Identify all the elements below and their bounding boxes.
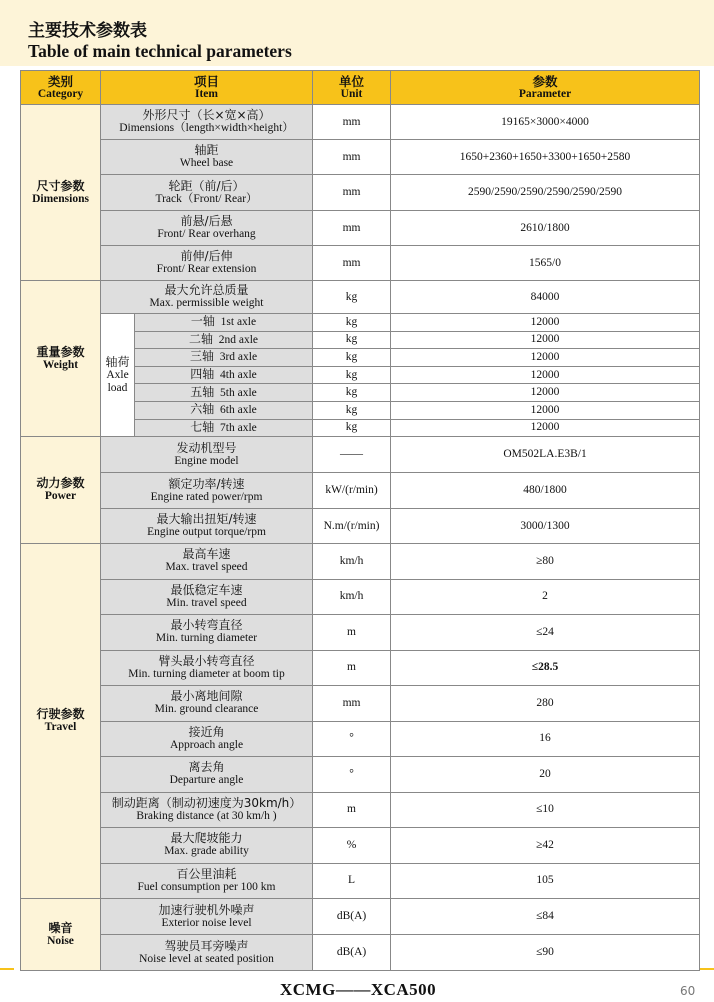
footer-rule-left xyxy=(0,968,14,970)
table-row xyxy=(21,509,700,544)
item-cell: 发动机型号 Engine model xyxy=(101,437,313,473)
value-cell: ≥80 xyxy=(391,544,700,580)
table-row xyxy=(21,544,700,580)
unit-cell: N.m/(r/min) xyxy=(313,509,391,544)
value-cell: ≤28.5 xyxy=(391,650,700,686)
item-cell: 最小离地间隙 Min. ground clearance xyxy=(101,686,313,722)
value-cell: ≤24 xyxy=(391,615,700,651)
unit-cell: kW/(r/min) xyxy=(313,473,391,509)
value-cell: 2610/1800 xyxy=(391,211,700,246)
item-cell: 制动距离（制动初速度为30km/h） Braking distance (at 30 km/h ) xyxy=(101,792,313,828)
axle-item: 四轴 4th axle xyxy=(135,366,313,384)
item-cell: 最大爬坡能力 Max. grade ability xyxy=(101,828,313,864)
item-cell: 接近角 Approach angle xyxy=(101,721,313,757)
item-cell: 外形尺寸（长×宽×高） Dimensions（length×width×height） xyxy=(101,105,313,140)
unit-cell: kg xyxy=(313,314,391,332)
value-cell: 12000 xyxy=(391,366,700,384)
unit-cell: km/h xyxy=(313,544,391,580)
unit-cell: mm xyxy=(313,686,391,722)
table-row xyxy=(21,314,700,332)
unit-cell: % xyxy=(313,828,391,864)
table-row xyxy=(21,721,700,757)
item-cell: 离去角 Departure angle xyxy=(101,757,313,793)
unit-cell: ° xyxy=(313,721,391,757)
value-cell: 84000 xyxy=(391,281,700,314)
unit-cell: kg xyxy=(313,419,391,437)
table-row xyxy=(21,650,700,686)
unit-cell: dB(A) xyxy=(313,935,391,971)
value-cell: ≤90 xyxy=(391,935,700,971)
item-cell: 百公里油耗 Fuel consumption per 100 km xyxy=(101,863,313,899)
unit-cell: mm xyxy=(313,246,391,281)
value-cell: 3000/1300 xyxy=(391,509,700,544)
table-row xyxy=(21,863,700,899)
category-weight: 重量参数 Weight xyxy=(21,281,101,437)
header-category: 类别 Category xyxy=(21,71,101,105)
value-cell: 105 xyxy=(391,863,700,899)
item-cell: 最小转弯直径 Min. turning diameter xyxy=(101,615,313,651)
unit-cell: mm xyxy=(313,140,391,175)
value-cell: 12000 xyxy=(391,331,700,349)
unit-cell: kg xyxy=(313,349,391,367)
item-cell: 最高车速 Max. travel speed xyxy=(101,544,313,580)
axle-item: 七轴 7th axle xyxy=(135,419,313,437)
table-row xyxy=(21,246,700,281)
axle-item: 六轴 6th axle xyxy=(135,401,313,419)
value-cell: 1650+2360+1650+3300+1650+2580 xyxy=(391,140,700,175)
category-power: 动力参数 Power xyxy=(21,437,101,544)
table-row xyxy=(21,828,700,864)
unit-cell: kg xyxy=(313,281,391,314)
table-row xyxy=(21,437,700,473)
item-cell: 加速行驶机外噪声 Exterior noise level xyxy=(101,899,313,935)
page-title-cn: 主要技术参数表 xyxy=(28,21,147,41)
value-cell: 12000 xyxy=(391,349,700,367)
unit-cell: kg xyxy=(313,366,391,384)
value-cell: 16 xyxy=(391,721,700,757)
table-row xyxy=(21,615,700,651)
unit-cell: m xyxy=(313,615,391,651)
footer-brand: XCMG——XCA500 xyxy=(280,980,437,999)
value-cell: 1565/0 xyxy=(391,246,700,281)
unit-cell: mm xyxy=(313,211,391,246)
table-row xyxy=(21,579,700,615)
header-item: 项目 Item xyxy=(101,71,313,105)
unit-cell: ° xyxy=(313,757,391,793)
value-cell: 2590/2590/2590/2590/2590/2590 xyxy=(391,175,700,211)
axle-item: 五轴 5th axle xyxy=(135,384,313,402)
value-cell: 12000 xyxy=(391,314,700,332)
category-dimensions: 尺寸参数 Dimensions xyxy=(21,105,101,281)
table-row xyxy=(21,281,700,314)
value-cell: 12000 xyxy=(391,384,700,402)
axle-item: 二轴 2nd axle xyxy=(135,331,313,349)
item-cell: 轮距（前/后） Track（Front/ Rear） xyxy=(101,175,313,211)
unit-cell: kg xyxy=(313,401,391,419)
value-cell: ≤84 xyxy=(391,899,700,935)
unit-cell: —— xyxy=(313,437,391,473)
category-noise: 噪音 Noise xyxy=(21,899,101,971)
table-row xyxy=(21,175,700,211)
page-title-en: Table of main technical parameters xyxy=(28,41,292,61)
value-cell: 280 xyxy=(391,686,700,722)
value-cell: ≥42 xyxy=(391,828,700,864)
header-unit: 单位 Unit xyxy=(313,71,391,105)
table-row xyxy=(21,792,700,828)
unit-cell: m xyxy=(313,650,391,686)
item-cell: 最大输出扭矩/转速 Engine output torque/rpm xyxy=(101,509,313,544)
value-cell: ≤10 xyxy=(391,792,700,828)
unit-cell: kg xyxy=(313,331,391,349)
unit-cell: mm xyxy=(313,105,391,140)
item-cell: 臂头最小转弯直径 Min. turning diameter at boom tip xyxy=(101,650,313,686)
table-row xyxy=(21,211,700,246)
item-cell: 轴距 Wheel base xyxy=(101,140,313,175)
value-cell: 480/1800 xyxy=(391,473,700,509)
axle-load-label: 轴荷 Axle load xyxy=(101,314,135,437)
category-travel: 行驶参数 Travel xyxy=(21,544,101,899)
table-row xyxy=(21,473,700,509)
value-cell: 20 xyxy=(391,757,700,793)
item-cell: 最大允许总质量 Max. permissible weight xyxy=(101,281,313,314)
item-cell: 额定功率/转速 Engine rated power/rpm xyxy=(101,473,313,509)
table-row xyxy=(21,686,700,722)
table-header-row xyxy=(21,71,700,105)
table-row xyxy=(21,140,700,175)
unit-cell: mm xyxy=(313,175,391,211)
value-cell: 12000 xyxy=(391,419,700,437)
item-cell: 前悬/后悬 Front/ Rear overhang xyxy=(101,211,313,246)
table-row xyxy=(21,105,700,140)
unit-cell: L xyxy=(313,863,391,899)
item-cell: 最低稳定车速 Min. travel speed xyxy=(101,579,313,615)
parameters-table xyxy=(20,70,700,971)
value-cell: 2 xyxy=(391,579,700,615)
item-cell: 前伸/后伸 Front/ Rear extension xyxy=(101,246,313,281)
page-number: 60 xyxy=(680,984,696,998)
footer-rule-right xyxy=(700,968,714,970)
table-row xyxy=(21,757,700,793)
unit-cell: dB(A) xyxy=(313,899,391,935)
axle-item: 一轴 1st axle xyxy=(135,314,313,332)
unit-cell: kg xyxy=(313,384,391,402)
unit-cell: m xyxy=(313,792,391,828)
unit-cell: km/h xyxy=(313,579,391,615)
table-row xyxy=(21,899,700,935)
value-cell: 12000 xyxy=(391,401,700,419)
item-cell: 驾驶员耳旁噪声 Noise level at seated position xyxy=(101,935,313,971)
header-parameter: 参数 Parameter xyxy=(391,71,700,105)
axle-item: 三轴 3rd axle xyxy=(135,349,313,367)
value-cell: 19165×3000×4000 xyxy=(391,105,700,140)
table-row xyxy=(21,935,700,971)
value-cell: OM502LA.E3B/1 xyxy=(391,437,700,473)
